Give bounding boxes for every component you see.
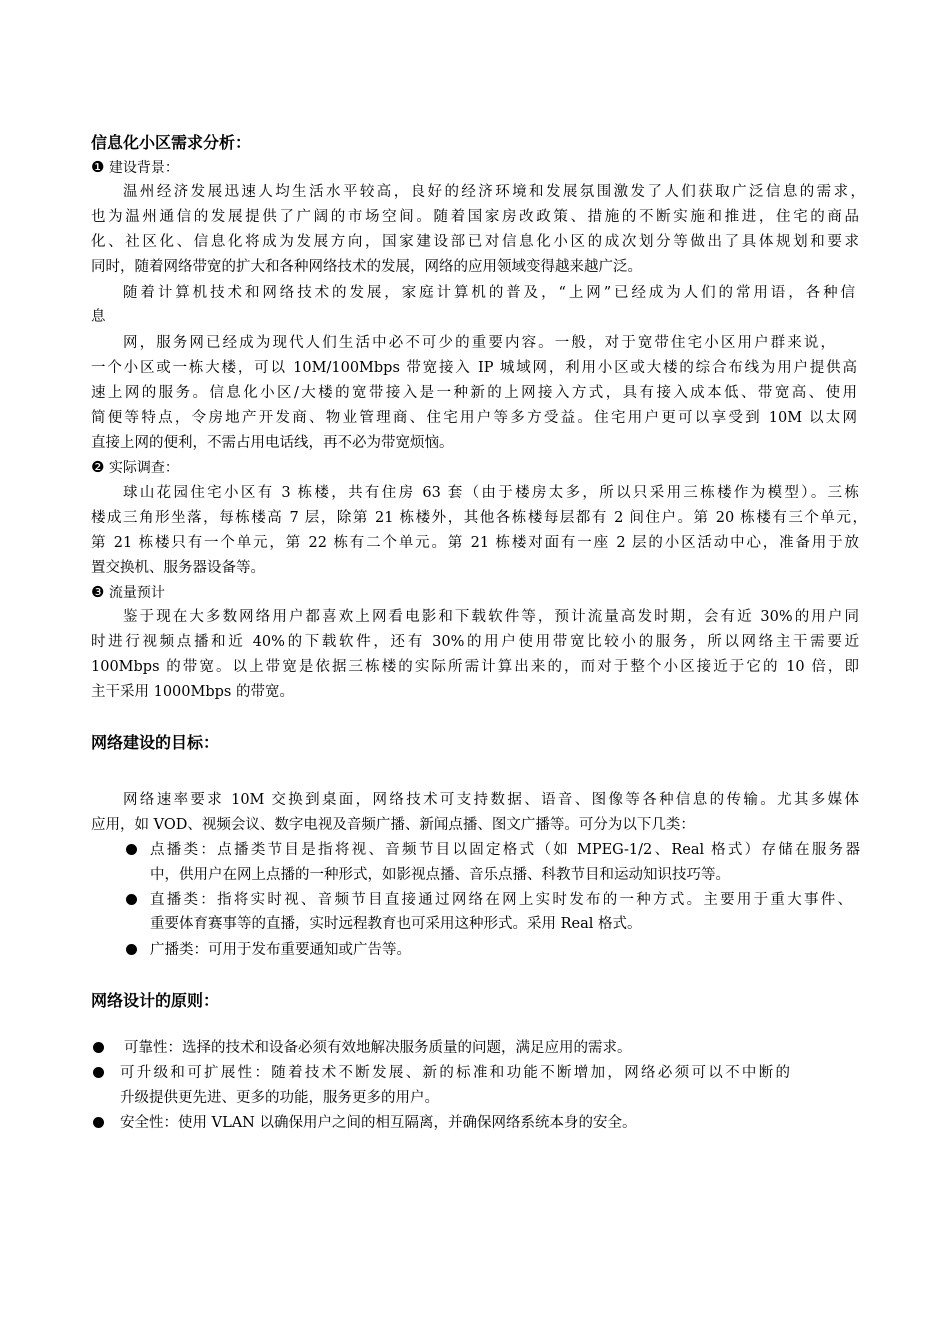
bullet-icon <box>126 944 137 955</box>
traffic-heading-label: 流量预计 <box>108 585 165 601</box>
paragraph-line: 温州经济发展迅速人均生活水平较高，良好的经济环境和发展氛围激发了人们获取广泛信息的需求， <box>123 184 865 200</box>
survey-heading-label: 实际调查： <box>108 460 179 476</box>
bullet-icon <box>93 1067 104 1078</box>
paragraph-line: 网络速率要求 10M 交换到桌面，网络技术可支持数据、语音、图像等各种信息的传输。尤其多媒体 <box>123 792 859 808</box>
paragraph-line: 随着计算机技术和网络技术的发展，家庭计算机的普及，“上网”已经成为人们的常用语，各种信 <box>123 285 855 301</box>
bullet-icon <box>93 1117 104 1128</box>
paragraph-line: 鉴于现在大多数网络用户都喜欢上网看电影和下载软件等，预计流量高发时期，会有近 30%的用户同 <box>123 609 859 625</box>
number-marker-2: ❷ <box>91 458 105 476</box>
paragraph-line: 速上网的服务。信息化小区/大楼的宽带接入是一种新的上网接入方式，具有接入成本低、带宽高、使用 <box>91 385 857 401</box>
section-title-principles: 网络设计的原则： <box>91 991 220 1010</box>
paragraph-line: 第 21 栋楼只有一个单元，第 22 栋有二个单元。第 21 栋楼对面有一座 2 层的小区活动中心，准备用于放 <box>91 535 859 551</box>
paragraph-line: 也为温州通信的发展提供了广阔的市场空间。随着国家房改政策、措施的不断实施和推进，住宅的商品 <box>91 209 859 225</box>
list-item: 可靠性：选择的技术和设备必须有效地解决服务质量的问题，满足应用的需求。 <box>124 1040 632 1056</box>
list-item: 点播类：点播类节目是指将视、音频节目以固定格式（如 MPEG-1/2、Real 格式）存储在服务器 <box>150 842 860 858</box>
paragraph-line: 网，服务网已经成为现代人们生活中必不可少的重要内容。一般，对于宽带住宅小区用户群来说， <box>123 335 835 351</box>
list-item-continuation: 中，供用户在网上点播的一种形式，如影视点播、音乐点播、科教节目和运动知识技巧等。 <box>150 867 730 883</box>
list-item-continuation: 重要体育赛事等的直播，实时远程教育也可采用这种形式。采用 Real 格式。 <box>150 916 642 932</box>
paragraph-line: 置交换机、服务器设备等。 <box>91 560 265 576</box>
paragraph-line: 简便等特点，令房地产开发商、物业管理商、住宅用户等多方受益。住宅用户更可以享受到 10M 以太网 <box>91 410 857 426</box>
paragraph-line: 楼成三角形坐落，每栋楼高 7 层，除第 21 栋楼外，其他各栋楼每层都有 2 间住户。第 20 栋楼有三个单元， <box>91 510 867 526</box>
list-item: 直播类：指将实时视、音频节目直接通过网络在网上实时发布的一种方式。主要用于重大事件、 <box>150 892 852 908</box>
bullet-icon <box>126 844 137 855</box>
list-item-continuation: 升级提供更先进、更多的功能，服务更多的用户。 <box>120 1090 439 1106</box>
paragraph-line: 时进行视频点播和近 40%的下载软件，还有 30%的用户使用带宽比较小的服务，所以网络主干需要近 <box>91 634 859 650</box>
number-marker-1: ❶ <box>91 158 105 176</box>
survey-heading <box>91 457 179 478</box>
paragraph-line: 100Mbps 的带宽。以上带宽是依据三栋楼的实际所需计算出来的，而对于整个小区接近于它的 10 倍，即 <box>91 659 859 675</box>
bullet-icon <box>126 894 137 905</box>
traffic-heading <box>91 582 165 603</box>
list-item: 安全性：使用 VLAN 以确保用户之间的相互隔离，并确保网络系统本身的安全。 <box>120 1115 637 1131</box>
background-heading-label: 建设背景： <box>108 160 179 176</box>
number-marker-3: ❸ <box>91 583 105 601</box>
paragraph-line: 同时，随着网络带宽的扩大和各种网络技术的发展，网络的应用领域变得越来越广泛。 <box>91 259 642 275</box>
paragraph-line: 化、社区化、信息化将成为发展方向，国家建设部已对信息化小区的成次划分等做出了具体规划和要求 <box>91 234 859 250</box>
paragraph-line: 直接上网的便利，不需占用电话线，再不必为带宽烦恼。 <box>91 435 454 451</box>
paragraph-line: 息 <box>91 309 106 325</box>
paragraph-line: 球山花园住宅小区有 3 栋楼，共有住房 63 套（由于楼房太多，所以只采用三栋楼作为模型）。三栋 <box>123 485 859 501</box>
paragraph-line: 一个小区或一栋大楼，可以 10M/100Mbps 带宽接入 IP 城域网，利用小区或大楼的综合布线为用户提供高 <box>91 360 857 376</box>
paragraph-line: 主干采用 1000Mbps 的带宽。 <box>91 684 294 700</box>
bullet-icon <box>93 1042 104 1053</box>
section-title-goals: 网络建设的目标： <box>91 733 220 752</box>
list-item: 广播类：可用于发布重要通知或广告等。 <box>150 942 411 958</box>
paragraph-line: 应用，如 VOD、视频会议、数字电视及音频广播、新闻点播、图文广播等。可分为以下几类： <box>91 817 695 833</box>
background-heading <box>91 157 179 178</box>
section-title-requirements: 信息化小区需求分析： <box>91 133 252 152</box>
list-item: 可升级和可扩展性：随着技术不断发展、新的标准和功能不断增加，网络必须可以不中断的 <box>120 1065 790 1081</box>
